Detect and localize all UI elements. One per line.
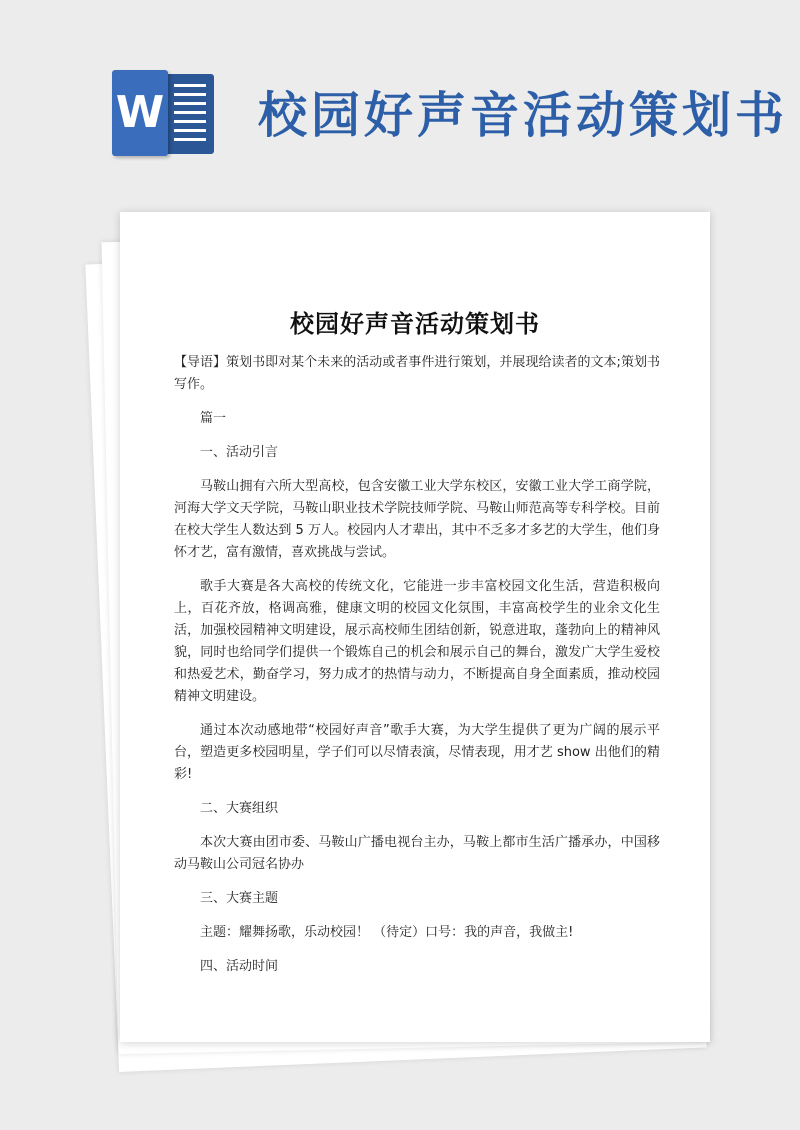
- section-heading: 三、大赛主题: [200, 891, 279, 906]
- paragraph: 通过本次动感地带“校园好声音”歌手大赛，为大学生提供了更为广阔的展示平台，塑造更多校园明星，学子们可以尽情表演，尽情表现，用才艺 show 出他们的精彩!: [174, 723, 660, 782]
- banner-title: 校园好声音活动策划书: [258, 87, 789, 144]
- section-heading: 四、活动时间: [200, 959, 279, 974]
- paragraph: 歌手大赛是各大高校的传统文化，它能进一步丰富校园文化生活，营造积极向上，百花齐放，格调高雅，健康文明的校园文化氛围，丰富高校学生的业余文化生活，加强校园精神文明建设，展示高校师生团结创新，锐意进取，蓬勃向上的精神风貌，同时也给同学们提供一个锻炼自己的机会和展示自己的舞台，激发广大学生爱校和热爱艺术，勤奋学习，努力成才的热情与动力，不断提高自身全面素质，推动校园精神文明建设。: [174, 579, 660, 704]
- doc-line: [174, 111, 206, 114]
- doc-line: [174, 102, 206, 105]
- document-body: [174, 352, 660, 990]
- section-heading: 二、大赛组织: [200, 801, 279, 816]
- part-label: 篇一: [200, 411, 227, 426]
- doc-line: [174, 129, 206, 132]
- word-logo-letter: W: [112, 70, 168, 156]
- section-heading: 一、活动引言: [200, 445, 279, 460]
- banner: [0, 0, 800, 200]
- intro-paragraph: 【导语】策划书即对某个未来的活动或者事件进行策划，并展现给读者的文本;策划书写作。: [174, 355, 660, 392]
- paragraph: 主题：耀舞扬歌，乐动校园！ （待定）口号：我的声音，我做主!: [200, 925, 574, 940]
- paragraph: 马鞍山拥有六所大型高校，包含安徽工业大学东校区，安徽工业大学工商学院，河海大学文天学院，马鞍山职业技术学院技师学院、马鞍山师范高等专科学校。目前在校大学生人数达到 5 万人。校园内人才辈出，其中不乏多才多艺的大学生，他们身怀才艺，富有激情，喜欢挑战与尝试。: [174, 479, 660, 560]
- document-title: 校园好声音活动策划书: [290, 310, 540, 338]
- doc-line: [174, 120, 206, 123]
- paragraph: 本次大赛由团市委、马鞍山广播电视台主办，马鞍上都市生活广播承办，中国移动马鞍山公司冠名协办: [174, 835, 660, 872]
- document-page: [120, 212, 710, 1042]
- word-doc-icon: [112, 70, 214, 156]
- doc-line: [174, 84, 206, 87]
- doc-line: [174, 138, 206, 141]
- doc-line: [174, 93, 206, 96]
